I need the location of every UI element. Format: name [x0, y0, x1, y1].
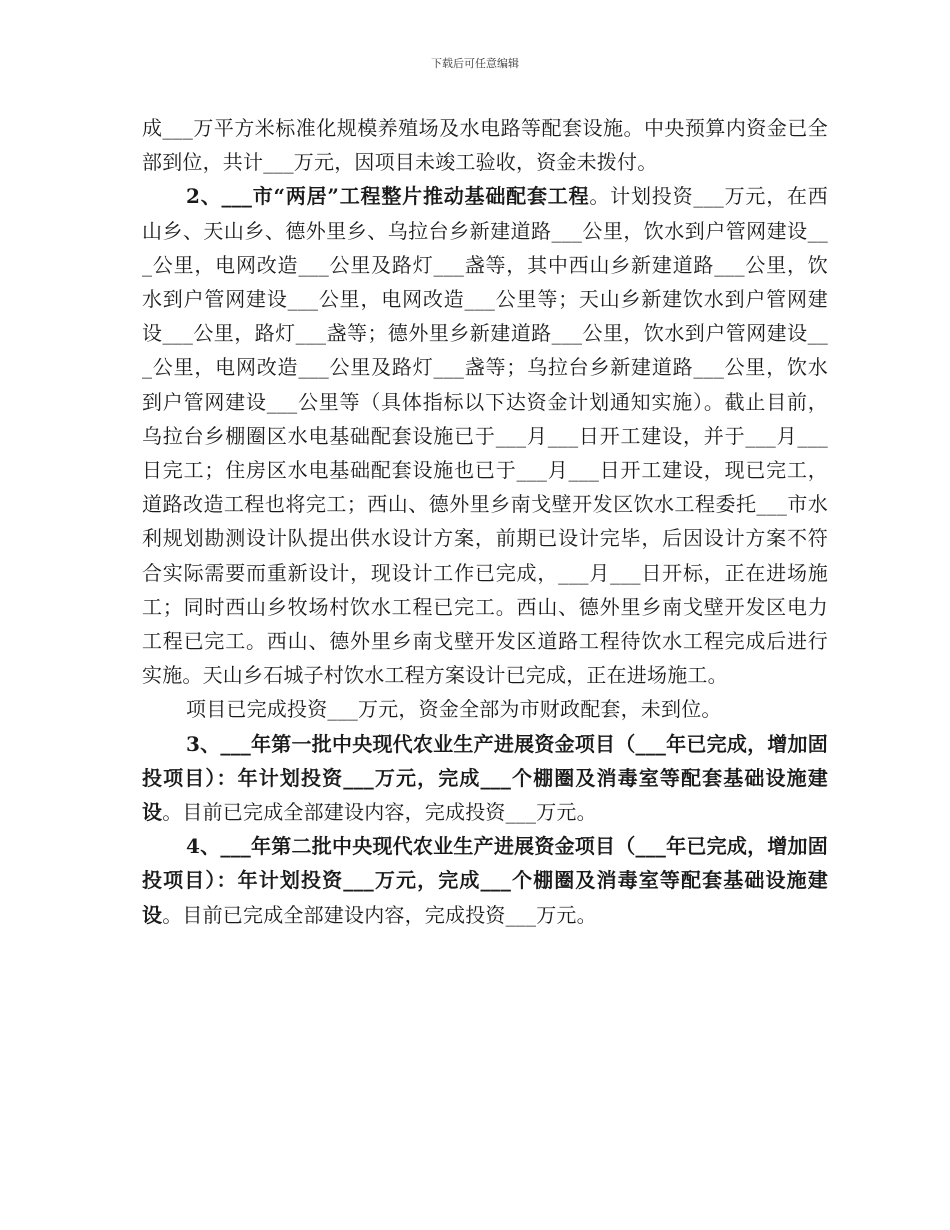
page-header: 下载后可任意编辑: [431, 57, 519, 70]
paragraph-2-text: 。计划投资___万元，在西山乡、天山乡、德外里乡、乌拉台乡新建道路___公里，饮水到户管网建设___公里，电网改造___公里及路灯___盏等，其中西山乡新建道路___公里，饮水到户管网建设___公里，电网改造___公里等；天山乡新建饮水到户管网建设___公里，路灯___盏等；德外里乡新建道路___公里，饮水到户管网建设___公里，电网改造___公里及路灯___盏等；乌拉台乡新建道路___公里，饮水到户管网建设___公里等（具体指标以下达资金计划通知实施）。截止目前，乌拉台乡棚圈区水电基础配套设施已于___月___日开工建设，并于___月___日完工；住房区水电基础配套设施也已于___月___日开工建设，现已完工，道路改造工程也将完工；西山、德外里乡南戈壁开发区饮水工程委托___市水利规划勘测设计队提出供水设计方案，前期已设计完毕，后因设计方案不符合实际需要而重新设计，现设计工作已完成，___月___日开标，正在进场施工；同时西山乡牧场村饮水工程已完工。西山、德外里乡南戈壁开发区电力工程已完工。西山、德外里乡南戈壁开发区道路工程待饮水工程完成后进行实施。天山乡石城子村饮水工程方案设计已完成，正在进场施工。: [142, 184, 828, 688]
section-heading-2: 2、___市“两居”工程整片推动基础配套工程: [186, 184, 590, 209]
paragraph-2: [142, 179, 828, 692]
document-body: [142, 111, 828, 932]
paragraph-1: 成___万平方米标准化规模养殖场及水电路等配套设施。中央预算内资金已全部到位，共计___万元，因项目未竣工验收，资金未拨付。: [142, 116, 828, 175]
paragraph-4-text: 。目前已完成全部建设内容，完成投资___万元。: [162, 800, 597, 825]
paragraph-3: 项目已完成投资___万元，资金全部为市财政配套，未到位。: [186, 697, 722, 722]
paragraph-5-text: 。目前已完成全部建设内容，完成投资___万元。: [162, 902, 597, 927]
section-heading-3: 3、___年第一批中央现代农业生产进展资金项目（___年已完成，增加固投项目）：年计划投资___万元，完成___个棚圈及消毒室等配套基础设施建设: [142, 731, 828, 825]
paragraph-5: [142, 829, 828, 932]
paragraph-4: [142, 727, 828, 830]
section-heading-4: 4、___年第二批中央现代农业生产进展资金项目（___年已完成，增加固投项目）：年计划投资___万元，完成___个棚圈及消毒室等配套基础设施建设: [142, 834, 828, 927]
